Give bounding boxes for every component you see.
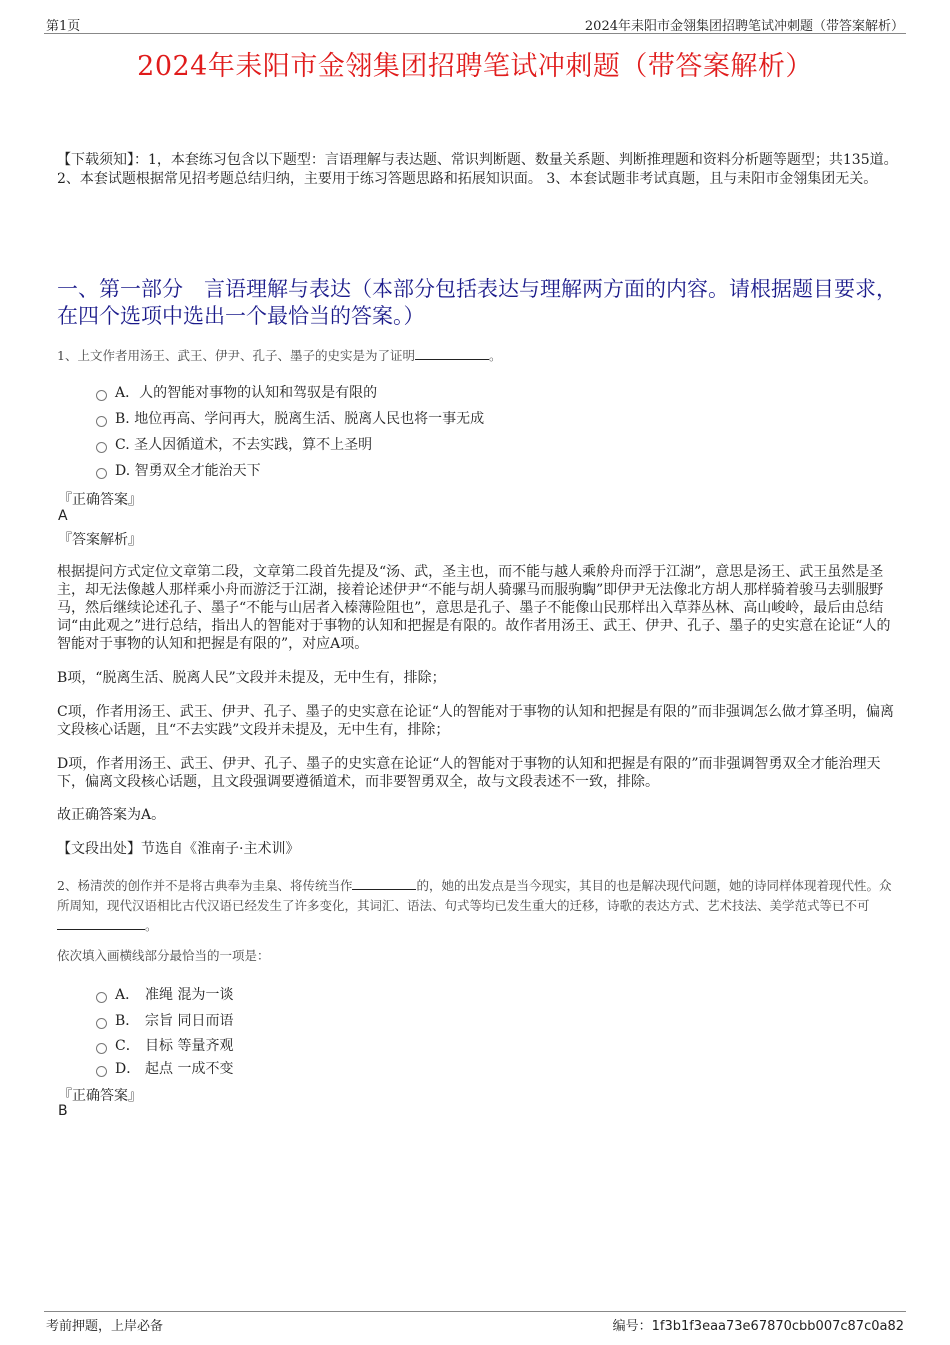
q1-option-b[interactable] xyxy=(96,408,484,428)
option-text: 准绳 混为一谈 xyxy=(145,987,234,1003)
q1-analysis-conclusion: 故正确答案为A。 xyxy=(57,807,166,823)
question-2-text: 的，她的出发点是当今现实，其目的也是解决现代问题，她的诗同样体现着现代性。众所周知，现代汉语相比古代汉语已经发生了许多变化，其词汇、语法、句式等均已发生重大的迁移，诗歌的表达方式、艺术技法、美学范式等已不可 xyxy=(57,878,892,913)
answer-blank xyxy=(352,877,416,890)
footer-code-label: 编号： xyxy=(612,1319,652,1334)
footer-slogan: 考前押题，上岸必备 xyxy=(46,1319,164,1334)
q2-option-a[interactable] xyxy=(96,984,233,1004)
question-1-text: 1、上文作者用汤王、武王、伊尹、孔子、墨子的史实是为了证明 xyxy=(57,348,415,363)
radio-button[interactable] xyxy=(96,992,107,1003)
page-number: 第1页 xyxy=(46,19,81,34)
question-1-stem xyxy=(57,346,902,366)
q1-analysis-paragraph: B项，“脱离生活、脱离人民”文段并未提及，无中生有，排除； xyxy=(57,670,446,686)
q2-instruction: 依次填入画横线部分最恰当的一项是： xyxy=(57,948,270,963)
option-text: 起点 一成不变 xyxy=(145,1061,234,1077)
footer-code xyxy=(613,1315,904,1334)
q1-analysis-paragraph: 根据提问方式定位文章第二段，文章第二段首先提及“汤、武，圣主也，而不能与越人乘舲舟而浮于江湖”，意思是汤王、武王虽然是圣主，却无法像越人那样乘小舟而游泛于江湖，接着论述伊尹“不能与胡人骑骡马而服驹騊”即伊尹无法像北方胡人那样骑着骏马去驯服野马，然后继续论述孔子、墨子“不能与山居者入榛薄险阻也”，意思是孔子、墨子不能像山民那样出入草莽丛林、高山峻岭，最后由总结词“由此观之”进行总结，指出人的智能对于事物的认知和把握是有限的。故作者用汤王、武王、伊尹、孔子、墨子的史实意在论证“人的智能对于事物的认知和把握是有限的”，对应A项。 xyxy=(57,564,891,652)
option-label: B. 地位再高、学问再大，脱离生活、脱离人民也将一事无成 xyxy=(115,411,485,427)
q2-answer-label: 『正确答案』 xyxy=(58,1088,142,1104)
radio-button[interactable] xyxy=(96,468,107,479)
q1-analysis-paragraph: D项，作者用汤王、武王、伊尹、孔子、墨子的史实意在论证“人的智能对于事物的认知和把握是有限的”而非强调智勇双全才能治理天下，偏离文段核心话题，且文段强调要遵循道术，而非要智勇双全，故与文段表述不一致，排除。 xyxy=(57,756,881,790)
q1-option-a[interactable] xyxy=(96,382,377,402)
page-title: 2024年耒阳市金翎集团招聘笔试冲刺题（带答案解析） xyxy=(137,51,813,82)
radio-button[interactable] xyxy=(96,416,107,427)
answer-blank xyxy=(57,917,145,930)
radio-button[interactable] xyxy=(96,1066,107,1077)
option-label: A．人的智能对事物的认知和驾驭是有限的 xyxy=(115,385,378,401)
footer-divider xyxy=(44,1311,906,1312)
option-label: C. 圣人因循道术，不去实践，算不上圣明 xyxy=(115,437,373,453)
option-label: D. 智勇双全才能治天下 xyxy=(115,463,261,479)
question-2-stem xyxy=(57,876,902,936)
q2-option-c[interactable] xyxy=(96,1035,233,1055)
section-title: 一、第一部分 言语理解与表达（本部分包括表达与理解两方面的内容。请根据题目要求，在四个选项中选出一个最恰当的答案。） xyxy=(57,277,897,328)
download-notice: 【下载须知】：1，本套练习包含以下题型：言语理解与表达题、常识判断题、数量关系题、判断推理题和资料分析题等题型；共135道。 2、本套试题根据常见招考题总结归纳，主要用于练习答题思路和拓展知识面。 3、本套试题非考试真题，且与耒阳市金翎集团无关。 xyxy=(57,152,898,187)
q1-option-d[interactable] xyxy=(96,460,261,480)
answer-blank xyxy=(415,347,489,360)
option-text: 宗旨 同日而语 xyxy=(145,1013,234,1029)
q2-option-b[interactable] xyxy=(96,1010,233,1030)
q2-answer: B xyxy=(58,1103,68,1119)
option-text: 目标 等量齐观 xyxy=(145,1038,234,1054)
header-divider xyxy=(44,33,906,34)
question-2-text: 2、杨清茨的创作并不是将古典奉为圭臬、将传统当作 xyxy=(57,878,353,893)
header-doc-title: 2024年耒阳市金翎集团招聘笔试冲刺题（带答案解析） xyxy=(584,19,904,34)
q1-source: 【文段出处】节选自《淮南子·主术训》 xyxy=(57,841,300,857)
question-1-text-end: 。 xyxy=(488,348,502,363)
radio-button[interactable] xyxy=(96,442,107,453)
footer-code-value: 1f3b1f3eaa73e67870cbb007c87c0a82 xyxy=(651,1319,904,1334)
q1-option-c[interactable] xyxy=(96,434,372,454)
question-2-text-end: 。 xyxy=(145,918,158,933)
q1-answer: A xyxy=(58,508,68,524)
option-key: D． xyxy=(115,1061,141,1077)
radio-button[interactable] xyxy=(96,1043,107,1054)
q1-answer-label: 『正确答案』 xyxy=(58,492,142,508)
option-key: C． xyxy=(115,1038,140,1054)
q2-option-d[interactable] xyxy=(96,1058,233,1078)
radio-button[interactable] xyxy=(96,1018,107,1029)
radio-button[interactable] xyxy=(96,390,107,401)
q1-analysis-label: 『答案解析』 xyxy=(58,532,142,548)
q1-analysis-paragraph: C项，作者用汤王、武王、伊尹、孔子、墨子的史实意在论证“人的智能对于事物的认知和把握是有限的”而非强调怎么做才算圣明，偏离文段核心话题，且“不去实践”文段并未提及，无中生有，排除； xyxy=(57,704,895,738)
option-key: B． xyxy=(115,1013,140,1029)
option-key: A． xyxy=(115,987,140,1003)
